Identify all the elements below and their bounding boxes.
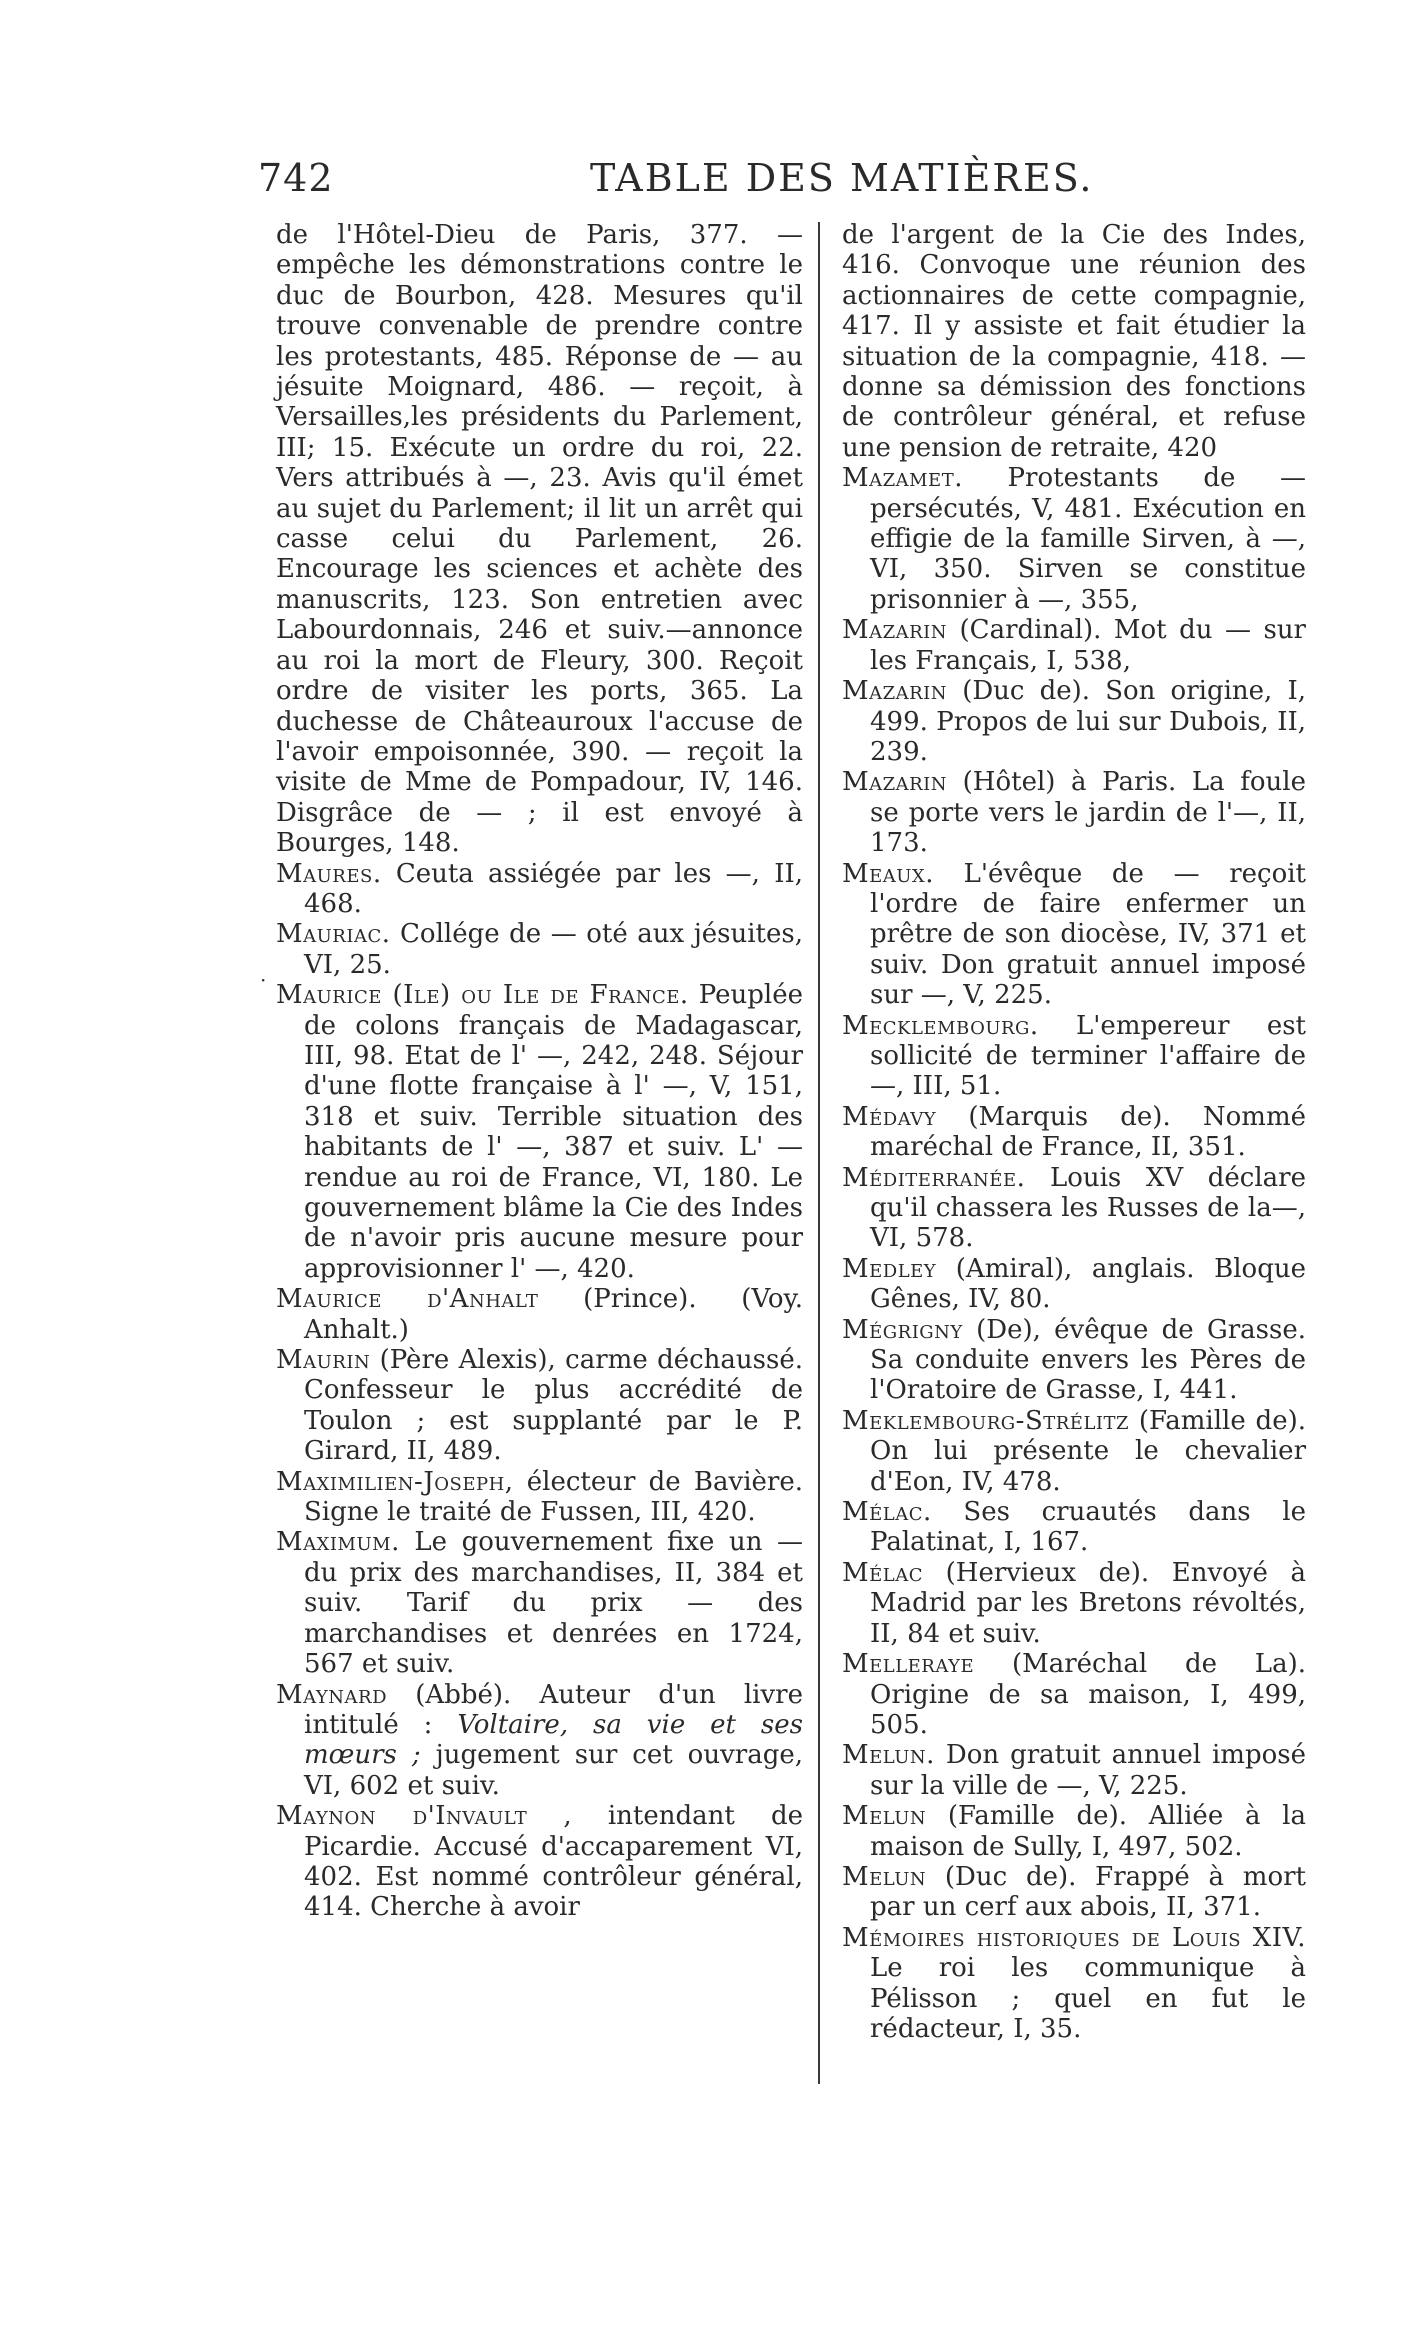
entry-text: Don gratuit annuel imposé sur la ville de —, V, 225.: [870, 1740, 1306, 1801]
margin-mark: ·: [260, 968, 267, 992]
entry-heading: Medley: [842, 1253, 937, 1284]
entry-heading: Mazarin: [842, 767, 948, 798]
page-header: [0, 156, 1413, 206]
index-entry: [842, 1862, 1306, 1923]
page-number: 742: [258, 156, 334, 200]
entry-text: L'évêque de — reçoit l'ordre de faire enfermer un prêtre de son diocèse, IV, 371 et suiv. Don gratuit annuel imposé sur —, V, 225.: [870, 858, 1306, 1011]
index-entry: [842, 859, 1306, 1011]
index-entry: [842, 1497, 1306, 1558]
entry-text: (Maréchal de La). Origine de sa maison, I, 499, 505.: [870, 1649, 1306, 1740]
entry-text: (De), évêque de Grasse. Sa conduite envers les Pères de l'Oratoire de Grasse, I, 441.: [870, 1314, 1306, 1406]
entry-text-tail: jugement sur cet ouvrage, VI, 602 et suiv.: [304, 1740, 803, 1801]
entry-text: (Marquis de). Nommé maréchal de France, II, 351.: [870, 1101, 1306, 1163]
entry-text: (Hervieux de). Envoyé à Madrid par les Bretons révoltés, II, 84 et suiv.: [870, 1557, 1306, 1649]
entry-heading: Mazarin: [842, 615, 948, 646]
index-entry: [276, 1284, 803, 1345]
entry-text: (Duc de). Son origine, I, 499. Propos de lui sur Dubois, II, 239.: [870, 676, 1306, 767]
entry-heading: Maurice d'Anhalt: [276, 1284, 539, 1315]
entry-heading: Mélac: [842, 1557, 923, 1588]
index-entry: [842, 1740, 1306, 1801]
index-entry: [276, 859, 803, 920]
right-column: [842, 220, 1306, 2044]
index-entry: [276, 1527, 803, 1679]
entry-text: (Famille de). On lui présente le chevalier d'Eon, IV, 478.: [870, 1405, 1306, 1497]
entry-heading: Maynard: [276, 1679, 388, 1710]
index-entry: [842, 1011, 1306, 1102]
running-title: TABLE DES MATIÈRES.: [590, 156, 1094, 200]
index-entry: [276, 1801, 803, 1923]
entry-text: (Cardinal). Mot du — sur les Français, I, 538,: [870, 615, 1306, 676]
index-entry: [842, 1163, 1306, 1254]
entry-heading: Méditerranée.: [842, 1162, 1026, 1193]
index-entry: [842, 1102, 1306, 1163]
entry-heading: Mecklembourg.: [842, 1010, 1039, 1041]
index-entry: [842, 1254, 1306, 1315]
entry-heading: Melun: [842, 1801, 927, 1832]
left-column: [276, 220, 803, 1923]
entry-heading: Mémoires historiques de Louis XIV.: [842, 1922, 1306, 1953]
entry-text: , intendant de Picardie. Accusé d'accaparement VI, 402. Est nommé contrôleur général, 414. Cherche à avoir: [304, 1801, 803, 1923]
entry-text: Louis XV déclare qu'il chassera les Russes de la—, VI, 578.: [870, 1162, 1306, 1254]
continued-entry: de l'argent de la Cie des Indes, 416. Convoque une réunion des actionnaires de cette compagnie, 417. Il y assiste et fait étudier la situation de la compagnie, 418. — donne sa démission des fonctions de contrôleur général, et refuse une pension de retraite, 420: [842, 220, 1306, 463]
index-entry: [842, 463, 1306, 615]
index-entry: [842, 1558, 1306, 1649]
index-entry: [842, 676, 1306, 767]
entry-text: Protestants de — persécutés, V, 481. Exécution en effigie de la famille Sirven, à —, VI, 350. Sirven se constitue prisonnier à —, 355,: [870, 463, 1306, 615]
entry-text: (Prince). (Voy. Anhalt.): [304, 1284, 803, 1345]
entry-heading: Meklembourg-Strélitz: [842, 1405, 1130, 1436]
entry-heading: Maurin: [276, 1345, 371, 1376]
entry-text: (Père Alexis), carme déchaussé. Confesseur le plus accrédité de Toulon ; est supplanté par le P. Girard, II, 489.: [304, 1345, 803, 1467]
column-divider: [818, 222, 820, 2084]
index-entry: [842, 1801, 1306, 1862]
continued-entry: de l'Hôtel-Dieu de Paris, 377. — empêche les démonstrations contre le duc de Bourbon, 428. Mesures qu'il trouve convenable de prendre contre les protestants, 485. Réponse de — au jésuite Moignard, 486. — reçoit, à Versailles,les présidents du Parlement, III; 15. Exécute un ordre du roi, 22. Vers attribués à —, 23. Avis qu'il émet au sujet du Parlement; il lit un arrêt qui casse celui du Parlement, 26. Encourage les sciences et achète des manuscrits, 123. Son entretien avec Labourdonnais, 246 et suiv.—annonce au roi la mort de Fleury, 300. Reçoit ordre de visiter les ports, 365. La duchesse de Châteauroux l'accuse de l'avoir empoisonnée, 390. — reçoit la visite de Mme de Pompadour, IV, 146. Disgrâce de — ; il est envoyé à Bourges, 148.: [276, 220, 803, 859]
entry-heading: Médavy: [842, 1101, 937, 1132]
entry-text: Collége de — oté aux jésuites, VI, 25.: [304, 919, 803, 980]
index-entry: [842, 1649, 1306, 1740]
index-entry: [842, 1315, 1306, 1406]
entry-text: (Hôtel) à Paris. La foule se porte vers le jardin de l'—, II, 173.: [870, 767, 1306, 859]
entry-heading: Maynon d'Invault: [276, 1801, 528, 1832]
index-entry: [842, 1406, 1306, 1497]
index-entry: [842, 767, 1306, 858]
entry-heading: Melun: [842, 1861, 927, 1892]
left-entries: [276, 859, 803, 1923]
entry-text: (Abbé). Auteur d'un livre intitulé :: [304, 1679, 803, 1740]
index-entry: [276, 980, 803, 1284]
entry-heading: Melleraye: [842, 1649, 975, 1680]
entry-text: (Duc de). Frappé à mort par un cerf aux abois, II, 371.: [870, 1861, 1306, 1923]
entry-heading: Mazamet.: [842, 463, 963, 494]
entry-text: L'empereur est sollicité de terminer l'affaire de —, III, 51.: [870, 1010, 1306, 1102]
index-entry: [842, 615, 1306, 676]
index-entry: [842, 1923, 1306, 2045]
entry-title-italic: Voltaire, sa vie et ses mœurs ;: [304, 1709, 803, 1771]
entry-text: Ses cruautés dans le Palatinat, I, 167.: [870, 1497, 1306, 1558]
index-entry: [276, 1345, 803, 1467]
entry-heading: Mégrigny: [842, 1314, 963, 1345]
entry-heading: Meaux.: [842, 858, 935, 889]
entry-heading: Mélac.: [842, 1497, 932, 1528]
entry-heading: Maximilien-Joseph,: [276, 1466, 514, 1497]
entry-heading: Mauriac.: [276, 919, 391, 950]
entry-text: (Amiral), anglais. Bloque Gênes, IV, 80.: [870, 1253, 1306, 1315]
entry-text: Peuplée de colons français de Madagascar, III, 98. Etat de l' —, 242, 248. Séjour d'une flotte française à l' —, V, 151, 318 et suiv. Terrible situation des habitants de l' —, 387 et suiv. L' — rendue au roi de France, VI, 180. Le gouvernement blâme la Cie des Indes de n'avoir pris aucune mesure pour approvisionner l' —, 420.: [304, 980, 803, 1284]
entry-text: Le gouvernement fixe un — du prix des marchandises, II, 384 et suiv. Tarif du prix — des marchandises et denrées en 1724, 567 et suiv.: [304, 1527, 803, 1680]
right-entries: [842, 463, 1306, 2044]
entry-heading: Maximum.: [276, 1527, 400, 1558]
index-entry: [276, 919, 803, 980]
index-entry: [276, 1680, 803, 1802]
entry-heading: Maures.: [276, 858, 382, 889]
entry-heading: Melun.: [842, 1740, 935, 1771]
entry-heading: Maurice (Ile) ou Ile de France.: [276, 980, 689, 1011]
entry-text: (Famille de). Alliée à la maison de Sully, I, 497, 502.: [870, 1801, 1306, 1862]
entry-text: Le roi les communique à Pélisson ; quel en fut le rédacteur, I, 35.: [870, 1953, 1306, 2044]
index-entry: [276, 1467, 803, 1528]
entry-heading: Mazarin: [842, 676, 948, 707]
entry-text: électeur de Bavière. Signe le traité de Fussen, III, 420.: [304, 1466, 803, 1528]
entry-text: Ceuta assiégée par les —, II, 468.: [304, 858, 803, 919]
